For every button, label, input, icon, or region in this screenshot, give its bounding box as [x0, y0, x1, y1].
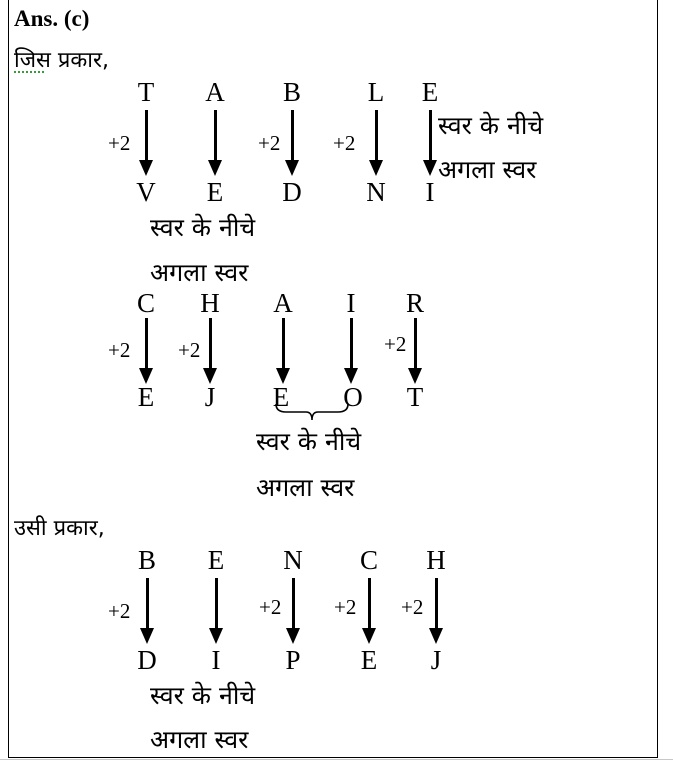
down-arrow-icon: [209, 578, 223, 644]
down-arrow-icon: [286, 578, 300, 644]
plus-two-label: +2: [384, 332, 407, 356]
down-arrow-icon: [285, 110, 299, 176]
bench-top-letter: C: [359, 545, 378, 575]
intro-likewise: उसी प्रकार,: [14, 516, 105, 541]
down-arrow-icon: [139, 110, 153, 176]
chair-bottom-letter: O: [343, 382, 363, 412]
chair-bottom-letter: T: [406, 382, 424, 412]
bench-top-letter: H: [426, 545, 446, 575]
chair-top-letter: H: [200, 288, 220, 318]
down-arrow-icon: [362, 578, 376, 644]
plus-two-label: +2: [333, 131, 356, 155]
bench-bottom-letter: I: [211, 645, 221, 675]
answer-box: [8, 0, 658, 758]
plus-two-label: +2: [258, 131, 281, 155]
intro-same-way: जिस प्रकार,: [14, 48, 109, 73]
table-bottom-letter: N: [366, 177, 386, 207]
chair-top-letter: R: [405, 288, 424, 318]
down-arrow-icon: [140, 578, 154, 644]
bench-bottom-letter: E: [360, 645, 378, 675]
vowel-note-line1: स्वर के नीचे: [256, 427, 362, 456]
down-arrow-icon: [369, 110, 383, 176]
table-top-letter: B: [282, 77, 301, 107]
bench-bottom-letter: P: [285, 645, 301, 675]
bench-bottom-letter: J: [430, 645, 442, 675]
down-arrow-icon: [408, 318, 422, 384]
down-arrow-icon: [429, 578, 443, 644]
bench-top-letter: B: [137, 545, 156, 575]
table-bottom-letter: D: [282, 177, 302, 207]
table-top-letter: A: [205, 77, 225, 107]
bench-top-letter: N: [283, 545, 303, 575]
chair-bottom-letter: J: [204, 382, 216, 412]
table-bottom-letter: V: [136, 177, 156, 207]
down-arrow-icon: [139, 318, 153, 384]
table-top-letter: E: [421, 77, 439, 107]
plus-two-label: +2: [108, 338, 131, 362]
bench-bottom-letter: D: [137, 645, 157, 675]
divider: [0, 759, 673, 760]
table-top-letter: T: [137, 77, 155, 107]
vowel-note-line2: अगला स्वर: [438, 155, 537, 184]
vowel-note-line2: अगला स्वर: [256, 473, 355, 502]
plus-two-label: +2: [259, 595, 282, 619]
plus-two-label: +2: [108, 131, 131, 155]
down-arrow-icon: [203, 318, 217, 384]
down-arrow-icon: [208, 110, 222, 176]
chair-bottom-letter: E: [272, 382, 290, 412]
chair-top-letter: C: [136, 288, 155, 318]
vowel-note-line1: स्वर के नीचे: [150, 213, 256, 242]
vowel-note-line1: स्वर के नीचे: [438, 111, 544, 140]
chair-top-letter: I: [346, 288, 356, 318]
chair-top-letter: A: [273, 288, 293, 318]
answer-heading: Ans. (c): [14, 6, 90, 31]
vowel-note-line2: अगला स्वर: [150, 258, 249, 287]
bench-top-letter: E: [207, 545, 225, 575]
plus-two-label: +2: [401, 595, 424, 619]
down-arrow-icon: [344, 318, 358, 384]
spellcheck-underline: [14, 68, 44, 73]
table-bottom-letter: I: [425, 177, 435, 207]
vowel-note-line1: स्वर के नीचे: [150, 681, 256, 710]
plus-two-label: +2: [334, 595, 357, 619]
plus-two-label: +2: [108, 599, 131, 623]
chair-bottom-letter: E: [137, 382, 155, 412]
down-arrow-icon: [423, 110, 437, 176]
plus-two-label: +2: [178, 338, 201, 362]
table-bottom-letter: E: [206, 177, 224, 207]
brace-icon: [272, 402, 352, 424]
table-top-letter: L: [367, 77, 385, 107]
vowel-note-line2: अगला स्वर: [150, 725, 249, 754]
down-arrow-icon: [276, 318, 290, 384]
